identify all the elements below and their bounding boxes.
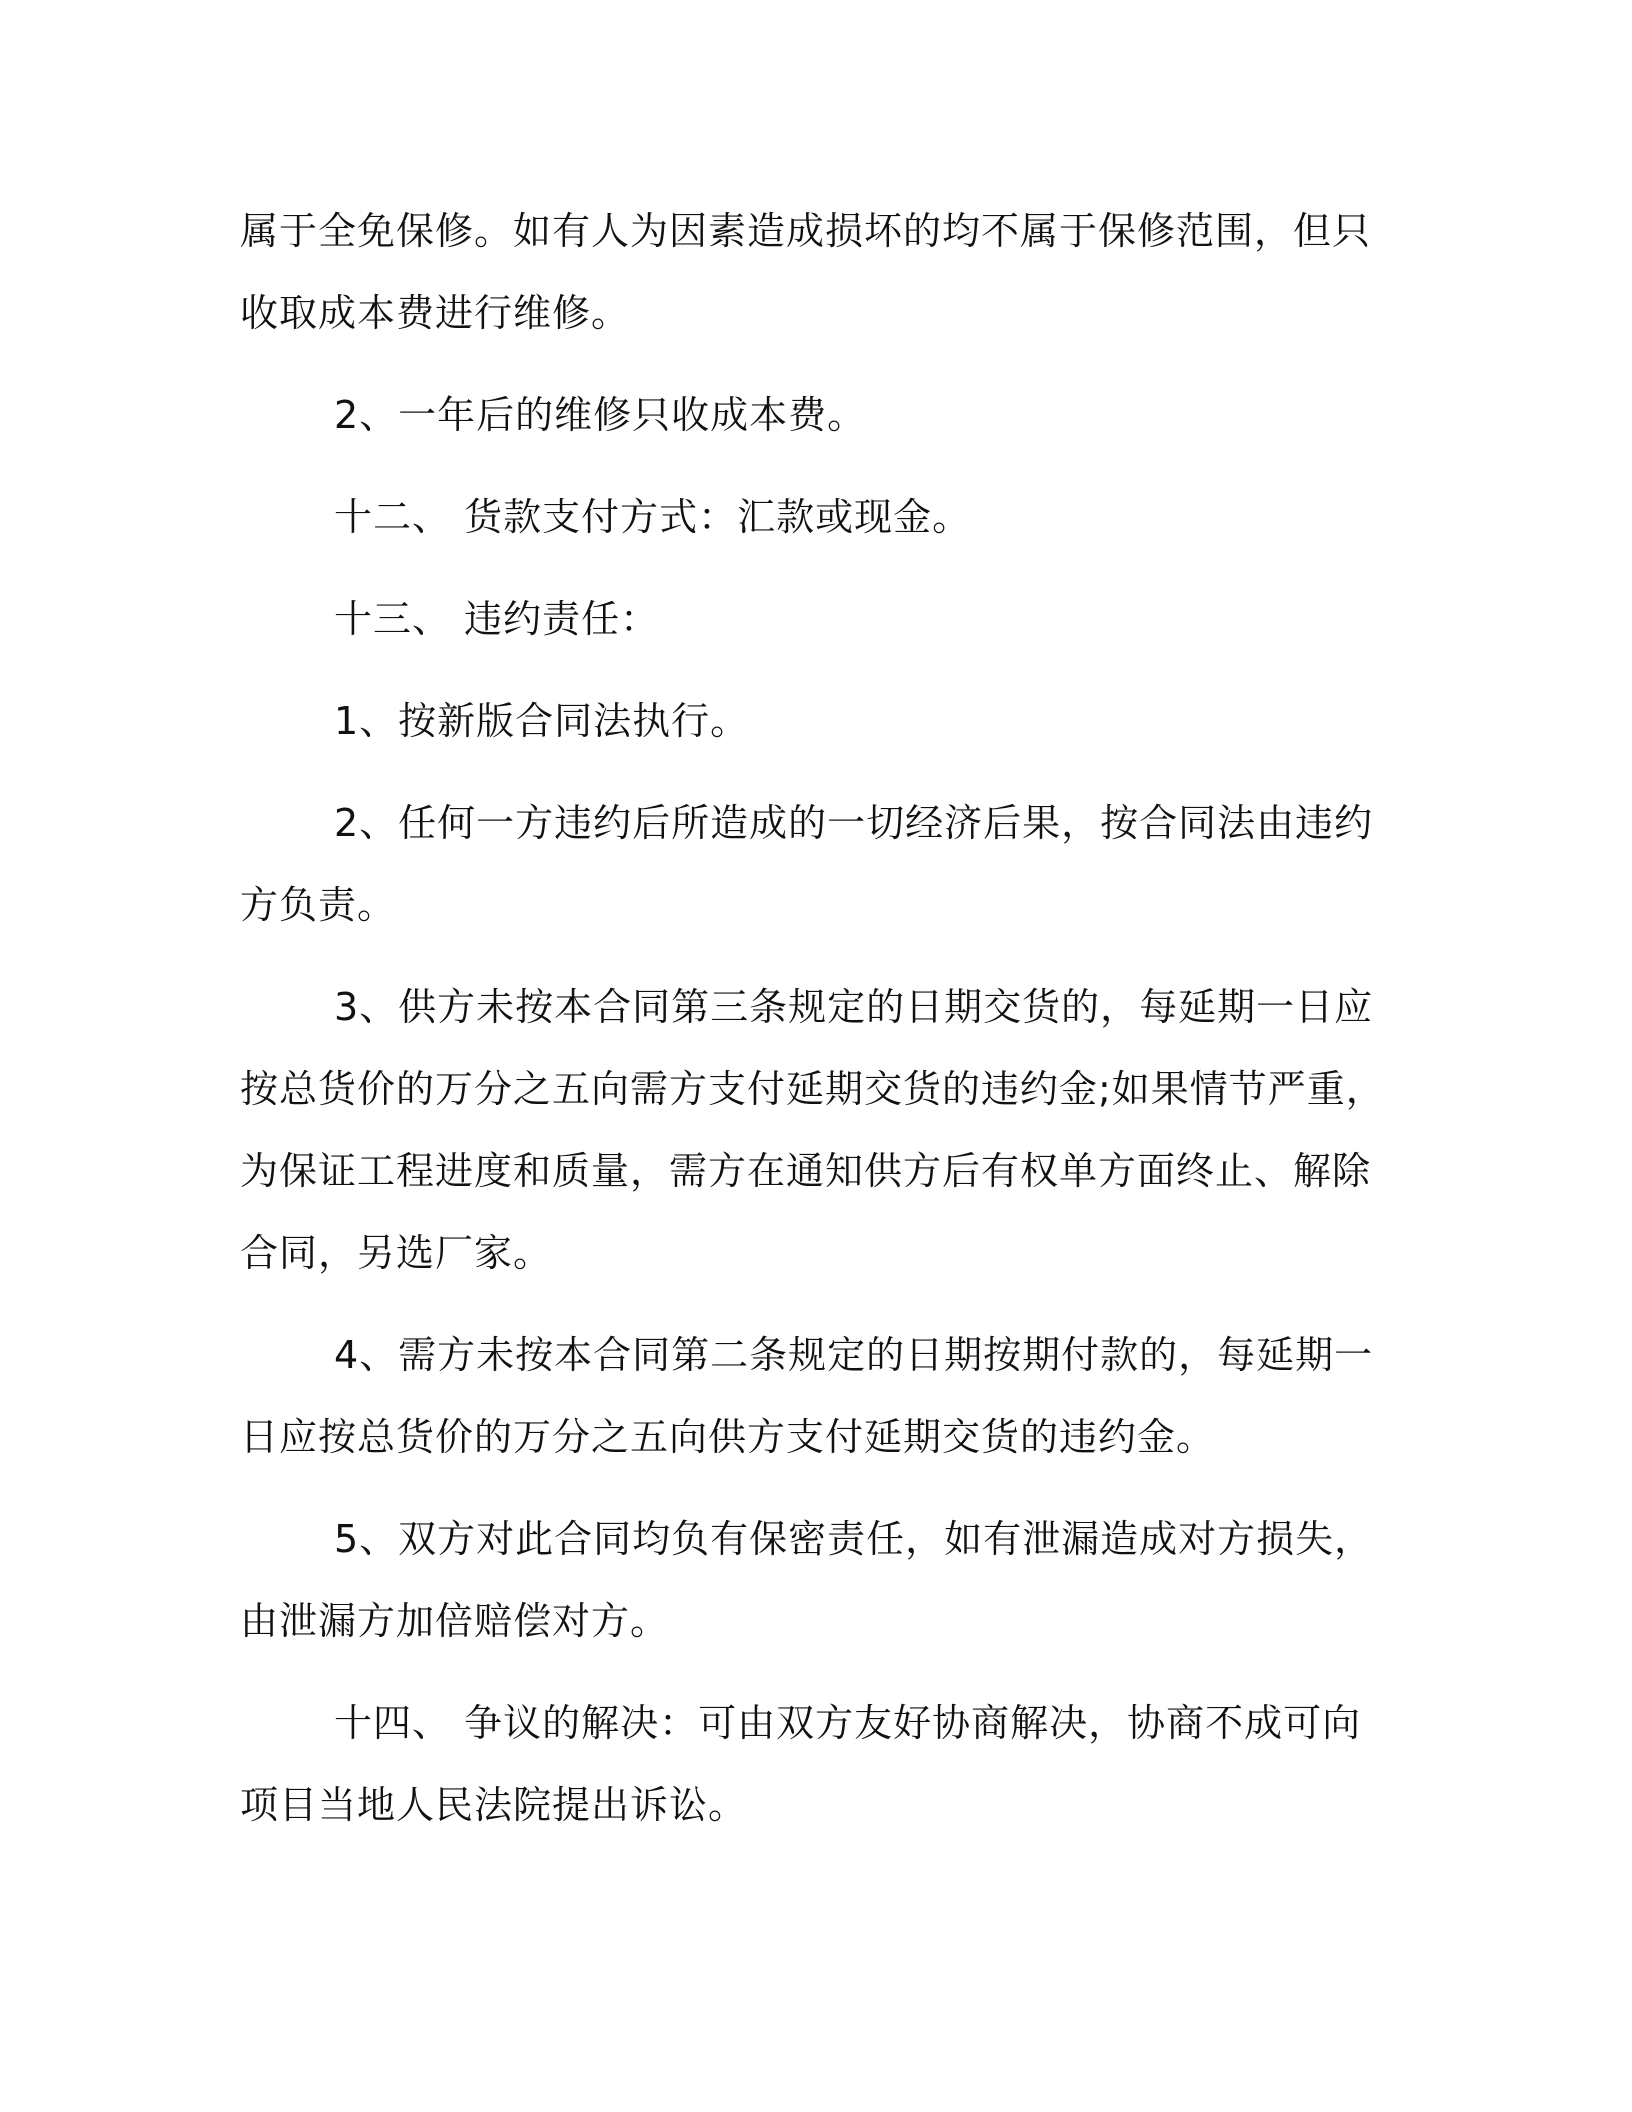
- paragraph-liability-item-3: 3、供方未按本合同第三条规定的日期交货的，每延期一日应按总货价的万分之五向需方支付延期交货的违约金;如果情节严重，为保证工程进度和质量，需方在通知供方后有权单方面终止、解除合同，另选厂家。: [240, 985, 1385, 1275]
- paragraph-warranty-item-2: 2、一年后的维修只收成本费。: [334, 393, 867, 437]
- paragraph-section-14-dispute: 十四、 争议的解决：可由双方友好协商解决，协商不成可向项目当地人民法院提出诉讼。: [240, 1701, 1362, 1827]
- paragraph-liability-item-2: 2、任何一方违约后所造成的一切经济后果，按合同法由违约方负责。: [240, 801, 1374, 927]
- paragraph-liability-item-1: 1、按新版合同法执行。: [334, 699, 750, 743]
- paragraph-section-12-payment: 十二、 货款支付方式：汇款或现金。: [334, 495, 972, 539]
- paragraph-section-13-heading: 十三、 违约责任：: [334, 597, 660, 641]
- paragraph-liability-item-5: 5、双方对此合同均负有保密责任，如有泄漏造成对方损失，由泄漏方加倍赔偿对方。: [240, 1517, 1374, 1643]
- paragraph-liability-item-4: 4、需方未按本合同第二条规定的日期按期付款的，每延期一日应按总货价的万分之五向供方支付延期交货的违约金。: [240, 1333, 1374, 1459]
- paragraph-warranty-continued: 属于全免保修。如有人为因素造成损坏的均不属于保修范围，但只收取成本费进行维修。: [240, 209, 1372, 335]
- document-body: [240, 190, 1400, 1866]
